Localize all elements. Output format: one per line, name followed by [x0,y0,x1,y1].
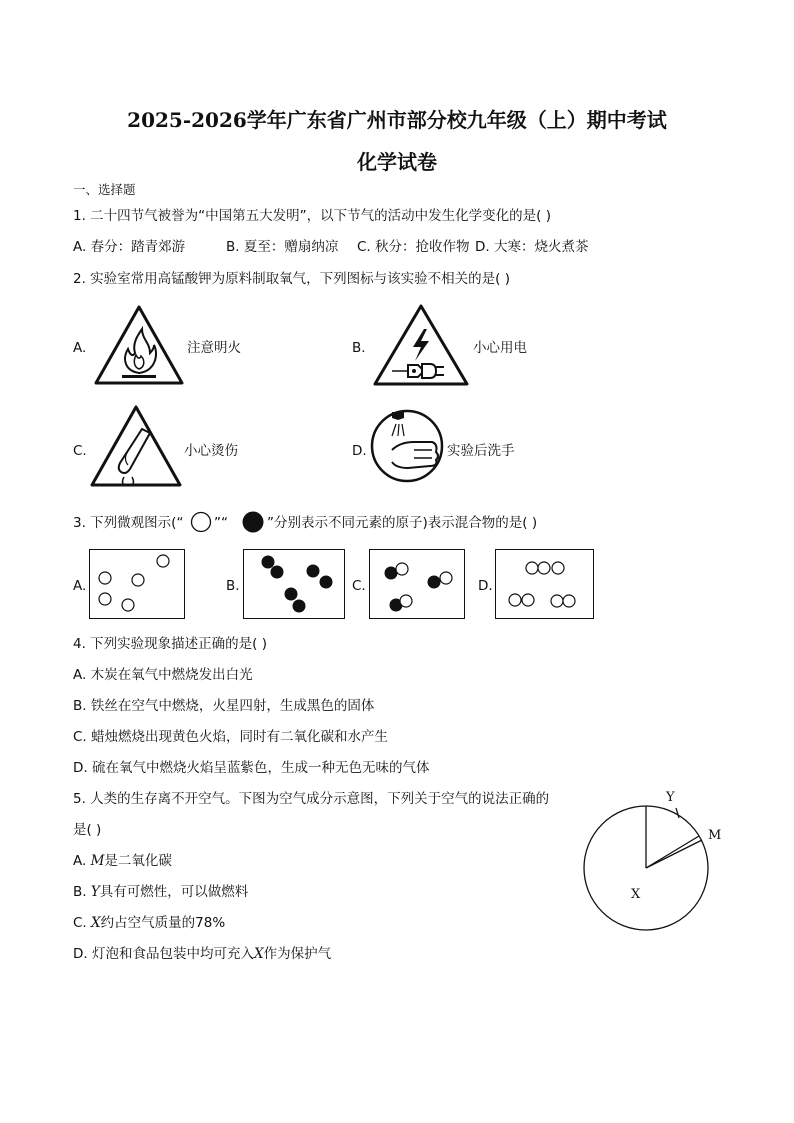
q5-stem-line2: 是( ) [73,822,102,838]
q2-stem: 2. 实验室常用高锰酸钾为原料制取氧气，下列图标与该实验不相关的是( ) [73,271,510,287]
q5-option-a-prefix: A. [73,853,91,869]
q4-option-d: D. 硫在氧气中燃烧火焰呈蓝紫色，生成一种无色无味的气体 [73,760,430,776]
hot-tube-warning-icon [88,403,184,489]
q5-stem-line1: 5. 人类的生存离不开空气。下图为空气成分示意图，下列关于空气的说法正确的 [73,791,550,807]
section-heading: 一、选择题 [73,182,136,197]
q2-option-b-letter: B. [352,340,366,356]
q5-option-c-prefix: C. [73,915,92,931]
q1-option-a: A. 春分：踏青郊游 [73,239,186,255]
q2-option-a-letter: A. [73,340,87,356]
q2-option-c-letter: C. [73,443,87,459]
q5-option-c [73,914,225,932]
q2-option-c-caption: 小心烫伤 [184,443,238,459]
q5-option-b-prefix: B. [73,884,91,900]
q5-option-a-rest: 是二氧化碳 [104,853,172,869]
q3-diagram-d [495,549,594,619]
q3-diagram-a [89,549,185,619]
q5-option-d-prefix: D. 灯泡和食品包装中均可充入 [73,946,254,962]
pie-divider-mx [646,840,702,868]
flame-warning-icon [92,303,186,387]
q5-option-a-var: M [90,853,105,869]
pie-leader-y [676,808,679,818]
q3-option-d-letter: D. [478,578,493,594]
pie-divider-ym [646,836,699,868]
q2-option-d-letter: D. [352,443,367,459]
q1-option-c: C. 秋分：抢收作物 [357,239,470,255]
q5-option-a [73,852,172,870]
q3-option-a-letter: A. [73,578,87,594]
pie-label-y: Y [666,790,675,805]
q4-option-c: C. 蜡烛燃烧出现黄色火焰，同时有二氧化碳和水产生 [73,729,389,745]
exam-subtitle: 化学试卷 [357,150,437,174]
black-atom-icon [241,511,265,533]
exam-title: 2025-2026学年广东省广州市部分校九年级（上）期中考试 [127,108,667,132]
q2-option-d-caption: 实验后洗手 [447,443,515,459]
q5-option-d-var: X [253,946,264,962]
pie-label-m: M [708,828,722,843]
electric-warning-icon [372,303,470,387]
q3-stem-part3: ”分别表示不同元素的原子)表示混合物的是( ) [267,515,538,531]
q1-stem: 1. 二十四节气被誉为“中国第五大发明”，以下节气的活动中发生化学变化的是( ) [73,208,551,224]
q3-diagram-c [369,549,465,619]
q3-option-c-letter: C. [352,578,366,594]
q5-option-c-rest: 约占空气质量的78% [100,915,226,931]
q4-stem: 4. 下列实验现象描述正确的是( ) [73,636,267,652]
q5-option-c-var: X [91,915,101,931]
q3-stem-part1: 3. 下列微观图示(“ [73,515,184,531]
white-atom-icon [190,511,212,533]
q2-option-b-caption: 小心用电 [473,340,527,356]
q5-option-b-var: Y [90,884,100,900]
q3-option-b-letter: B. [226,578,240,594]
q2-option-a-caption: 注意明火 [187,340,241,356]
q1-option-d: D. 大寒：烧火煮茶 [475,239,589,255]
q5-option-b [73,883,248,901]
air-composition-pie [580,786,725,931]
q3-stem-part2: ”“ [214,515,228,531]
q5-option-b-rest: 具有可燃性，可以做燃料 [99,884,249,900]
q3-diagram-b [243,549,345,619]
q4-option-a: A. 木炭在氧气中燃烧发出白光 [73,667,253,683]
q5-option-d-rest: 作为保护气 [263,946,332,962]
pie-label-x: X [631,887,641,902]
q1-option-b: B. 夏至：赠扇纳凉 [226,239,339,255]
q5-option-d [73,945,331,963]
q4-option-b: B. 铁丝在空气中燃烧，火星四射，生成黑色的固体 [73,698,375,714]
hand-wash-icon [370,408,444,484]
